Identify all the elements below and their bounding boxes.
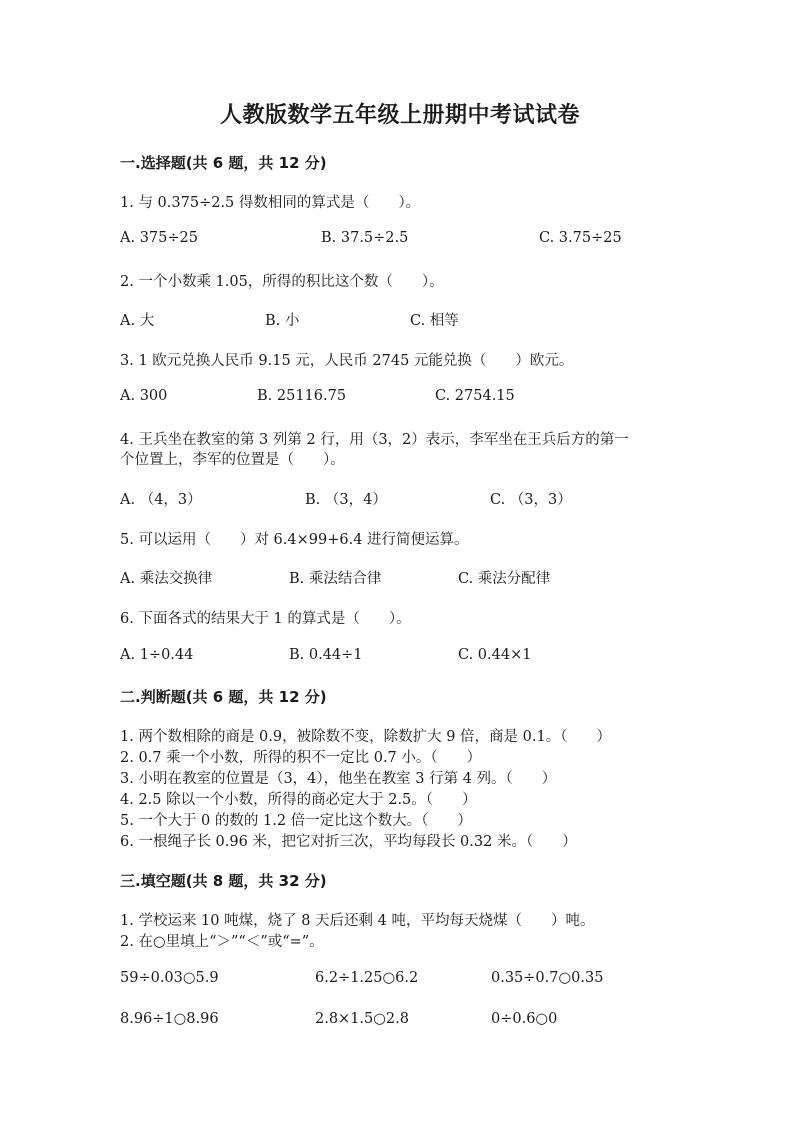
compare-item-4: 8.96÷1○8.96 bbox=[120, 1011, 219, 1027]
judgment-item-5: 5. 一个大于 0 的数的 1.2 倍一定比这个数大。（ ） bbox=[120, 813, 472, 829]
compare-item-6: 0÷0.6○0 bbox=[491, 1011, 558, 1027]
compare-item-2: 6.2÷1.25○6.2 bbox=[315, 970, 419, 986]
q6-option-b: B. 0.44÷1 bbox=[289, 647, 363, 663]
question-3: 3. 1 欧元兑换人民币 9.15 元，人民币 2745 元能兑换（ ）欧元。 bbox=[120, 353, 574, 369]
question-4-line-2: 个位置上，李军的位置是（ ）。 bbox=[120, 452, 345, 468]
q6-option-c: C. 0.44×1 bbox=[458, 647, 532, 663]
judgment-item-6: 6. 一根绳子长 0.96 米，把它对折三次，平均每段长 0.32 米。（ ） bbox=[120, 834, 577, 850]
section-heading-judgment: 二.判断题(共 6 题，共 12 分) bbox=[120, 688, 327, 706]
q4-option-a: A. （4，3） bbox=[120, 492, 202, 508]
judgment-item-3: 3. 小明在教室的位置是（3，4），他坐在教室 3 行第 4 列。（ ） bbox=[120, 771, 557, 787]
question-6: 6. 下面各式的结果大于 1 的算式是（ ）。 bbox=[120, 611, 411, 627]
judgment-item-2: 2. 0.7 乘一个小数，所得的积不一定比 0.7 小。（ ） bbox=[120, 750, 482, 766]
section-heading-choice: 一.选择题(共 6 题，共 12 分) bbox=[120, 154, 327, 172]
q5-option-b: B. 乘法结合律 bbox=[289, 571, 382, 587]
compare-item-5: 2.8×1.5○2.8 bbox=[315, 1011, 409, 1027]
q5-option-a: A. 乘法交换律 bbox=[120, 571, 213, 587]
question-4-line-1: 4. 王兵坐在教室的第 3 列第 2 行，用（3，2）表示，李军坐在王兵后方的第一 bbox=[120, 432, 629, 448]
page-title: 人教版数学五年级上册期中考试试卷 bbox=[219, 103, 580, 128]
q4-option-c: C. （3，3） bbox=[490, 492, 572, 508]
q3-option-c: C. 2754.15 bbox=[435, 388, 515, 404]
q3-option-b: B. 25116.75 bbox=[257, 388, 347, 404]
q3-option-a: A. 300 bbox=[120, 388, 168, 404]
fill-question-2: 2. 在○里填上“＞”“＜”或“=”。 bbox=[120, 934, 324, 950]
q5-option-c: C. 乘法分配律 bbox=[458, 571, 551, 587]
q2-option-b: B. 小 bbox=[265, 313, 300, 329]
compare-item-1: 59÷0.03○5.9 bbox=[120, 970, 219, 986]
question-5: 5. 可以运用（ ）对 6.4×99+6.4 进行简便运算。 bbox=[120, 532, 469, 548]
section-heading-fill-blank: 三.填空题(共 8 题，共 32 分) bbox=[120, 872, 327, 890]
question-1: 1. 与 0.375÷2.5 得数相同的算式是（ ）。 bbox=[120, 195, 421, 211]
q2-option-a: A. 大 bbox=[120, 313, 155, 329]
q2-option-c: C. 相等 bbox=[410, 313, 459, 329]
fill-question-1: 1. 学校运来 10 吨煤，烧了 8 天后还剩 4 吨，平均每天烧煤（ ）吨。 bbox=[120, 913, 595, 929]
q6-option-a: A. 1÷0.44 bbox=[120, 647, 194, 663]
compare-item-3: 0.35÷0.7○0.35 bbox=[491, 970, 604, 986]
q4-option-b: B. （3，4） bbox=[305, 492, 387, 508]
judgment-item-4: 4. 2.5 除以一个小数，所得的商必定大于 2.5。（ ） bbox=[120, 792, 477, 808]
q1-option-a: A. 375÷25 bbox=[120, 230, 198, 246]
q1-option-c: C. 3.75÷25 bbox=[539, 230, 622, 246]
q1-option-b: B. 37.5÷2.5 bbox=[321, 230, 409, 246]
judgment-item-1: 1. 两个数相除的商是 0.9，被除数不变，除数扩大 9 倍，商是 0.1。（ ） bbox=[120, 729, 611, 745]
question-2: 2. 一个小数乘 1.05，所得的积比这个数（ ）。 bbox=[120, 274, 444, 290]
